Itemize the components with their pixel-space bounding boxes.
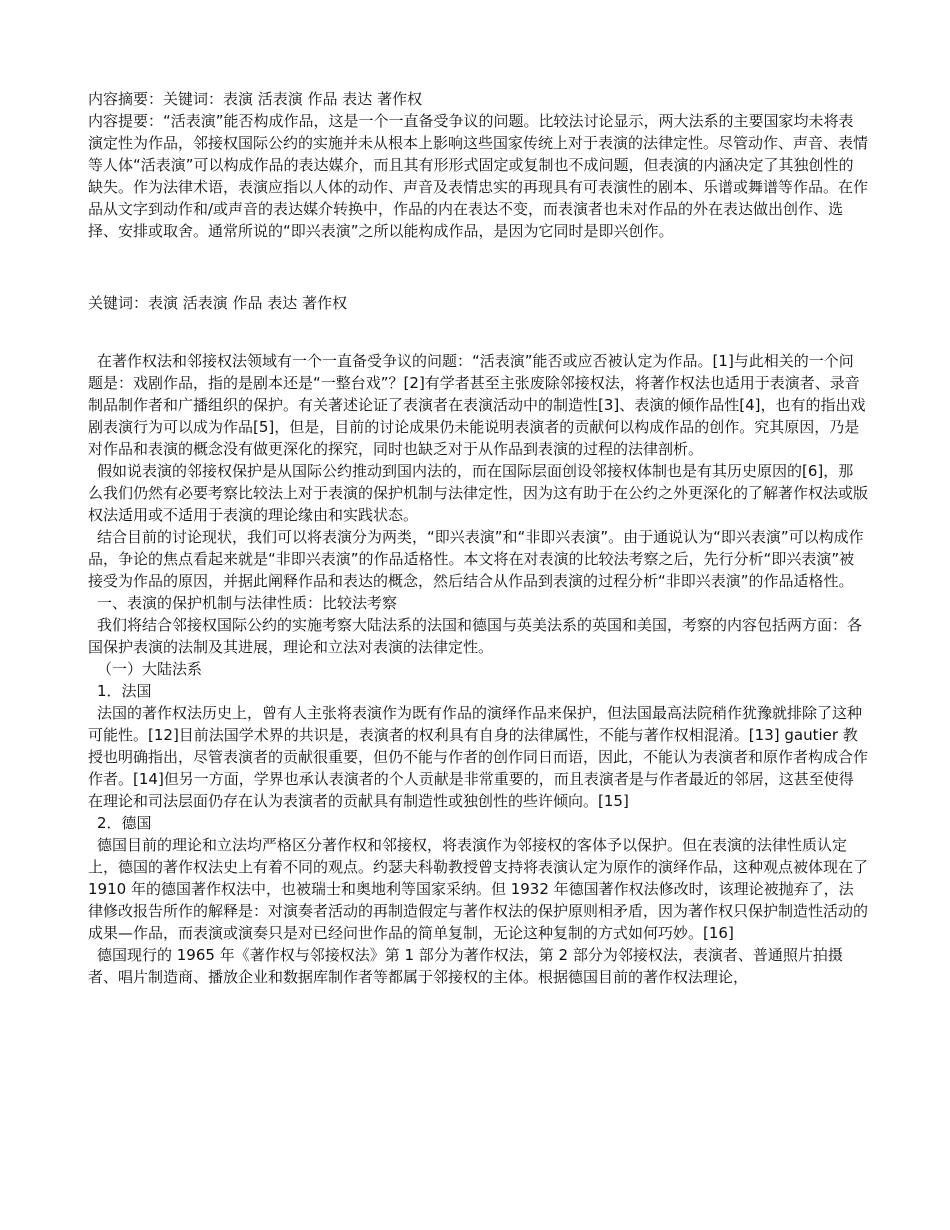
- france-heading: 1．法国: [97, 682, 152, 700]
- spacer: [88, 242, 868, 292]
- germany-paragraph-1: 德国目前的理论和立法均严格区分著作权和邻接权，将表演作为邻接权的客体予以保护。但在表演的法律性质认定上，德国的著作权法史上有着不同的观点。约瑟夫科勒教授曾支持将表演认定为原作的演绎作品，这种观点被体现在了 1910 年的德国著作权法中，也被瑞士和奥地利等国家采纳。但 1932 年德国著作权法修改时，该理论被抛弃了，法律修改报告所作的解释是：对演奏者活动的再制造假定与著作权法的保护原则相矛盾，因为著作权只保护制造性活动的成果—作品，而表演或演奏只是对已经问世作品的简单复制，无论这种复制的方式如何巧妙。[16]: [88, 836, 869, 942]
- intro-paragraph-3: 结合目前的讨论现状，我们可以将表演分为两类，“即兴表演”和“非即兴表演”。由于通说认为“即兴表演”可以构成作品，争论的焦点看起来就是“非即兴表演”的作品适格性。本文将在对表演的比较法考察之后，先行分析“即兴表演”被接受为作品的原因，并据此阐释作品和表达的概念，然后结合从作品到表演的过程分析“非即兴表演”的作品适格性。: [88, 528, 864, 590]
- section-intro-paragraph: 我们将结合邻接权国际公约的实施考察大陆法系的法国和德国与英美法系的英国和美国，考察的内容包括两方面：各国保护表演的法制及其进展，理论和立法对表演的法律定性。: [88, 616, 863, 656]
- germany-paragraph-2: 德国现行的 1965 年《著作权与邻接权法》第 1 部分为著作权法，第 2 部分为邻接权法，表演者、普通照片拍摄者、唱片制造商、播放企业和数据库制作者等都属于邻接权的主体。根据德国目前的著作权法理论，: [88, 946, 843, 986]
- spacer: [88, 314, 868, 350]
- intro-paragraph-1: 在著作权法和邻接权法领域有一个一直备受争议的问题：“活表演”能否或应否被认定为作品。[1]与此相关的一个问题是：戏剧作品，指的是剧本还是“一整台戏”？[2]有学者甚至主张废除邻接权法，将著作权法也适用于表演者、录音制品制作者和广播组织的保护。有关著述论证了表演者在表演活动中的制造性[3]、表演的倾作品性[4]，也有的指出戏剧表演行为可以成为作品[5]，但是，目前的讨论成果仍未能说明表演者的贡献何以构成作品的创作。究其原因，乃是对作品和表演的概念没有做更深化的探究，同时也缺乏对于从作品到表演的过程的法律剖析。: [88, 352, 866, 458]
- keywords-line: 关键词：表演 活表演 作品 表达 著作权: [88, 294, 348, 312]
- abstract-paragraph: 内容提要：“活表演”能否构成作品，这是一个一直备受争议的问题。比较法讨论显示，两大法系的主要国家均未将表演定性为作品，邻接权国际公约的实施并未从根本上影响这些国家传统上对于表演的法律定性。尽管动作、声音、表情等人体“活表演”可以构成作品的表达媒介，而且其有形形式固定或复制也不成问题，但表演的内涵决定了其独创性的缺失。作为法律术语，表演应指以人体的动作、声音及表情忠实的再现具有可表演性的剧本、乐谱或舞谱等作品。在作品从文字到动作和/或声音的表达媒介转换中，作品的内在表达不变，而表演者也未对作品的外在表达做出创作、选择、安排或取舍。通常所说的“即兴表演”之所以能构成作品，是因为它同时是即兴创作。: [88, 112, 869, 240]
- france-paragraph: 法国的著作权法历史上，曾有人主张将表演作为既有作品的演绎作品来保护，但法国最高法院稍作犹豫就排除了这种可能性。[12]目前法国学术界的共识是，表演者的权利具有自身的法律属性，不能与著作权相混淆。[13] gautier 教授也明确指出，尽管表演者的贡献很重要，但仍不能与作者的创作同日而语，因此，不能认为表演者和原作者构成合作作者。[14]但另一方面，学界也承认表演者的个人贡献是非常重要的，而且表演者是与作者最近的邻居，这甚至使得在理论和司法层面仍存在认为表演者的贡献具有制造性或独创性的些许倾向。[15]: [88, 704, 869, 810]
- section-heading: 一、表演的保护机制与法律性质：比较法考察: [97, 594, 398, 612]
- germany-heading: 2．德国: [97, 814, 152, 832]
- abstract-keywords-line: 内容摘要：关键词：表演 活表演 作品 表达 著作权: [88, 90, 423, 108]
- subsection-heading: （一）大陆法系: [97, 660, 203, 678]
- document-page: [88, 88, 868, 988]
- intro-paragraph-2: 假如说表演的邻接权保护是从国际公约推动到国内法的，而在国际层面创设邻接权体制也是有其历史原因的[6]，那么我们仍然有必要考察比较法上对于表演的保护机制与法律定性，因为这有助于在公约之外更深化的了解著作权法或版权法适用或不适用于表演的理论缘由和实践状态。: [88, 462, 869, 524]
